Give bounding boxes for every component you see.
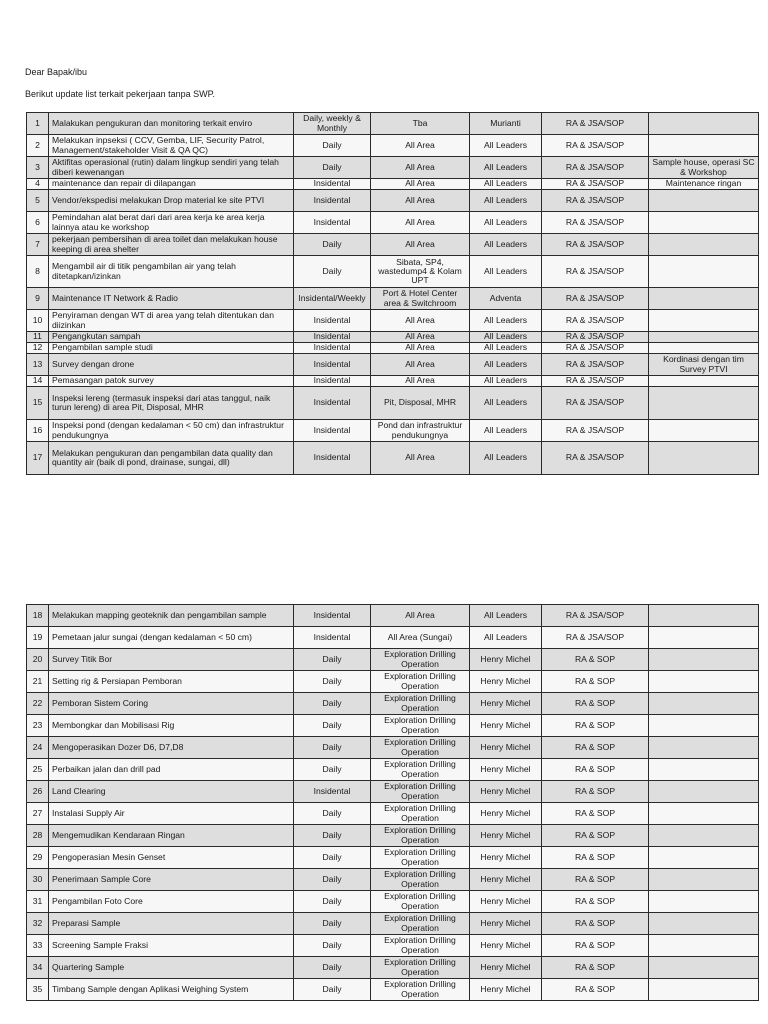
note-cell — [649, 781, 759, 803]
table-row — [27, 442, 759, 475]
location-cell: Port & Hotel Center area & Switchroom — [371, 288, 470, 310]
pic-cell: All Leaders — [470, 605, 542, 627]
table-row — [27, 354, 759, 376]
note-cell — [649, 376, 759, 387]
table-row — [27, 157, 759, 179]
task-description: Perbaikan jalan dan drill pad — [49, 759, 294, 781]
frequency-cell: Insidental — [294, 310, 371, 332]
pic-cell: Murianti — [470, 113, 542, 135]
task-description: Melakukan inpseksi ( CCV, Gemba, LIF, Security Patrol, Management/stakeholder Visit & QA QC) — [49, 135, 294, 157]
row-number: 10 — [27, 310, 49, 332]
location-cell: All Area — [371, 376, 470, 387]
task-description: Pemetaan jalur sungai (dengan kedalaman < 50 cm) — [49, 627, 294, 649]
pic-cell: Henry Michel — [470, 935, 542, 957]
pic-cell: All Leaders — [470, 343, 542, 354]
row-number: 18 — [27, 605, 49, 627]
greeting-text: Dear Bapak/ibu — [25, 67, 88, 77]
row-number: 35 — [27, 979, 49, 1001]
row-number: 4 — [27, 179, 49, 190]
pic-cell: All Leaders — [470, 256, 542, 288]
document-cell: RA & JSA/SOP — [542, 387, 649, 420]
location-cell: Exploration Drilling Operation — [371, 671, 470, 693]
frequency-cell: Insidental — [294, 212, 371, 234]
location-cell: Exploration Drilling Operation — [371, 693, 470, 715]
document-cell: RA & SOP — [542, 781, 649, 803]
document-cell: RA & JSA/SOP — [542, 256, 649, 288]
table-row — [27, 627, 759, 649]
row-number: 17 — [27, 442, 49, 475]
frequency-cell: Insidental — [294, 605, 371, 627]
row-number: 27 — [27, 803, 49, 825]
pic-cell: Henry Michel — [470, 715, 542, 737]
row-number: 34 — [27, 957, 49, 979]
row-number: 1 — [27, 113, 49, 135]
pic-cell: All Leaders — [470, 212, 542, 234]
frequency-cell: Insidental — [294, 179, 371, 190]
note-cell — [649, 671, 759, 693]
row-number: 3 — [27, 157, 49, 179]
task-description: Vendor/ekspedisi melakukan Drop material ke site PTVI — [49, 190, 294, 212]
note-cell — [649, 113, 759, 135]
pic-cell: Henry Michel — [470, 957, 542, 979]
frequency-cell: Daily — [294, 256, 371, 288]
note-cell — [649, 715, 759, 737]
pic-cell: Henry Michel — [470, 891, 542, 913]
pic-cell: Henry Michel — [470, 781, 542, 803]
frequency-cell: Daily — [294, 671, 371, 693]
task-description: Mengoperasikan Dozer D6, D7,D8 — [49, 737, 294, 759]
location-cell: Exploration Drilling Operation — [371, 715, 470, 737]
task-description: Penyiraman dengan WT di area yang telah ditentukan dan diizinkan — [49, 310, 294, 332]
row-number: 23 — [27, 715, 49, 737]
frequency-cell: Daily — [294, 135, 371, 157]
note-cell: Sample house, operasi SC & Workshop — [649, 157, 759, 179]
document-cell: RA & JSA/SOP — [542, 212, 649, 234]
row-number: 15 — [27, 387, 49, 420]
location-cell: All Area — [371, 157, 470, 179]
pic-cell: Henry Michel — [470, 979, 542, 1001]
frequency-cell: Daily — [294, 693, 371, 715]
note-cell — [649, 190, 759, 212]
location-cell: Exploration Drilling Operation — [371, 891, 470, 913]
row-number: 5 — [27, 190, 49, 212]
row-number: 8 — [27, 256, 49, 288]
document-cell: RA & JSA/SOP — [542, 288, 649, 310]
intro-text: Berikut update list terkait pekerjaan tanpa SWP. — [25, 89, 215, 99]
document-cell: RA & JSA/SOP — [542, 190, 649, 212]
location-cell: All Area — [371, 179, 470, 190]
location-cell: All Area — [371, 354, 470, 376]
task-description: Melakukan pengukuran dan pengambilan data quality dan quantity air (baik di pond, drainase, sungai, dll) — [49, 442, 294, 475]
document-cell: RA & JSA/SOP — [542, 627, 649, 649]
note-cell — [649, 310, 759, 332]
note-cell — [649, 869, 759, 891]
row-number: 20 — [27, 649, 49, 671]
document-cell: RA & SOP — [542, 825, 649, 847]
pic-cell: Henry Michel — [470, 869, 542, 891]
table-row — [27, 649, 759, 671]
frequency-cell: Daily — [294, 715, 371, 737]
location-cell: Exploration Drilling Operation — [371, 847, 470, 869]
note-cell — [649, 693, 759, 715]
table-row — [27, 256, 759, 288]
task-description: Instalasi Supply Air — [49, 803, 294, 825]
location-cell: Exploration Drilling Operation — [371, 759, 470, 781]
note-cell — [649, 825, 759, 847]
document-cell: RA & SOP — [542, 693, 649, 715]
note-cell — [649, 135, 759, 157]
document-cell: RA & JSA/SOP — [542, 135, 649, 157]
pic-cell: Henry Michel — [470, 693, 542, 715]
table-row — [27, 310, 759, 332]
note-cell — [649, 234, 759, 256]
document-cell: RA & SOP — [542, 869, 649, 891]
location-cell: Pit, Disposal, MHR — [371, 387, 470, 420]
table-row — [27, 935, 759, 957]
pic-cell: All Leaders — [470, 179, 542, 190]
row-number: 19 — [27, 627, 49, 649]
document-cell: RA & SOP — [542, 979, 649, 1001]
frequency-cell: Daily — [294, 869, 371, 891]
table-row — [27, 179, 759, 190]
location-cell: All Area — [371, 332, 470, 343]
location-cell: Tba — [371, 113, 470, 135]
task-description: Mengambil air di titik pengambilan air yang telah ditetapkan/izinkan — [49, 256, 294, 288]
pic-cell: All Leaders — [470, 190, 542, 212]
frequency-cell: Insidental — [294, 354, 371, 376]
table-row — [27, 979, 759, 1001]
frequency-cell: Insidental — [294, 376, 371, 387]
table-row — [27, 869, 759, 891]
table-row — [27, 376, 759, 387]
frequency-cell: Daily — [294, 649, 371, 671]
note-cell — [649, 343, 759, 354]
note-cell: Kordinasi dengan tim Survey PTVI — [649, 354, 759, 376]
location-cell: Sibata, SP4, wastedump4 & Kolam UPT — [371, 256, 470, 288]
location-cell: All Area (Sungai) — [371, 627, 470, 649]
document-cell: RA & SOP — [542, 957, 649, 979]
location-cell: Exploration Drilling Operation — [371, 803, 470, 825]
task-description: Land Clearing — [49, 781, 294, 803]
location-cell: All Area — [371, 234, 470, 256]
location-cell: Exploration Drilling Operation — [371, 781, 470, 803]
document-cell: RA & SOP — [542, 803, 649, 825]
note-cell — [649, 913, 759, 935]
task-description: Pemasangan patok survey — [49, 376, 294, 387]
work-list-table-1 — [26, 112, 759, 475]
row-number: 32 — [27, 913, 49, 935]
frequency-cell: Daily — [294, 234, 371, 256]
row-number: 30 — [27, 869, 49, 891]
document-cell: RA & SOP — [542, 649, 649, 671]
table-row — [27, 715, 759, 737]
frequency-cell: Daily, weekly & Monthly — [294, 113, 371, 135]
document-cell: RA & JSA/SOP — [542, 420, 649, 442]
document-cell: RA & JSA/SOP — [542, 354, 649, 376]
location-cell: All Area — [371, 135, 470, 157]
note-cell — [649, 212, 759, 234]
note-cell — [649, 605, 759, 627]
row-number: 6 — [27, 212, 49, 234]
document-cell: RA & JSA/SOP — [542, 442, 649, 475]
location-cell: Exploration Drilling Operation — [371, 979, 470, 1001]
note-cell — [649, 737, 759, 759]
row-number: 16 — [27, 420, 49, 442]
pic-cell: Henry Michel — [470, 759, 542, 781]
frequency-cell: Insidental/Weekly — [294, 288, 371, 310]
task-description: Pengambilan Foto Core — [49, 891, 294, 913]
pic-cell: Adventa — [470, 288, 542, 310]
task-description: Survey Titik Bor — [49, 649, 294, 671]
frequency-cell: Insidental — [294, 343, 371, 354]
location-cell: All Area — [371, 190, 470, 212]
document-cell: RA & SOP — [542, 671, 649, 693]
row-number: 12 — [27, 343, 49, 354]
document-cell: RA & SOP — [542, 737, 649, 759]
frequency-cell: Insidental — [294, 781, 371, 803]
note-cell — [649, 442, 759, 475]
table-row — [27, 671, 759, 693]
pic-cell: Henry Michel — [470, 847, 542, 869]
pic-cell: Henry Michel — [470, 913, 542, 935]
table-row — [27, 113, 759, 135]
document-cell: RA & SOP — [542, 715, 649, 737]
table-row — [27, 913, 759, 935]
task-description: Timbang Sample dengan Aplikasi Weighing System — [49, 979, 294, 1001]
frequency-cell: Insidental — [294, 442, 371, 475]
frequency-cell: Daily — [294, 979, 371, 1001]
row-number: 26 — [27, 781, 49, 803]
document-cell: RA & SOP — [542, 759, 649, 781]
work-list-table-2 — [26, 604, 759, 1001]
document-cell: RA & JSA/SOP — [542, 234, 649, 256]
table-row — [27, 190, 759, 212]
location-cell: Exploration Drilling Operation — [371, 957, 470, 979]
row-number: 2 — [27, 135, 49, 157]
task-description: Setting rig & Persiapan Pemboran — [49, 671, 294, 693]
pic-cell: All Leaders — [470, 387, 542, 420]
row-number: 31 — [27, 891, 49, 913]
frequency-cell: Daily — [294, 803, 371, 825]
frequency-cell: Insidental — [294, 627, 371, 649]
table-row — [27, 693, 759, 715]
pic-cell: All Leaders — [470, 234, 542, 256]
task-description: Aktifitas operasional (rutin) dalam lingkup sendiri yang telah diberi kewenangan — [49, 157, 294, 179]
document-cell: RA & SOP — [542, 847, 649, 869]
task-description: Pengoperasian Mesin Genset — [49, 847, 294, 869]
table-row — [27, 957, 759, 979]
table-row — [27, 332, 759, 343]
task-description: Mengemudikan Kendaraan Ringan — [49, 825, 294, 847]
location-cell: Exploration Drilling Operation — [371, 935, 470, 957]
pic-cell: Henry Michel — [470, 671, 542, 693]
note-cell — [649, 935, 759, 957]
task-description: Screening Sample Fraksi — [49, 935, 294, 957]
location-cell: Pond dan infrastruktur pendukungnya — [371, 420, 470, 442]
row-number: 28 — [27, 825, 49, 847]
task-description: Inspeksi lereng (termasuk inspeksi dari atas tanggul, naik turun lereng) di area Pit, Disposal, MHR — [49, 387, 294, 420]
table-row — [27, 135, 759, 157]
document-cell: RA & JSA/SOP — [542, 113, 649, 135]
location-cell: All Area — [371, 442, 470, 475]
document-cell: RA & JSA/SOP — [542, 605, 649, 627]
table-row — [27, 825, 759, 847]
note-cell — [649, 387, 759, 420]
pic-cell: Henry Michel — [470, 649, 542, 671]
table-row — [27, 781, 759, 803]
location-cell: Exploration Drilling Operation — [371, 825, 470, 847]
note-cell — [649, 957, 759, 979]
pic-cell: All Leaders — [470, 627, 542, 649]
note-cell — [649, 256, 759, 288]
row-number: 21 — [27, 671, 49, 693]
task-description: Quartering Sample — [49, 957, 294, 979]
table-row — [27, 891, 759, 913]
frequency-cell: Daily — [294, 891, 371, 913]
pic-cell: Henry Michel — [470, 825, 542, 847]
pic-cell: All Leaders — [470, 310, 542, 332]
task-description: Inspeksi pond (dengan kedalaman < 50 cm) dan infrastruktur pendukungnya — [49, 420, 294, 442]
note-cell — [649, 891, 759, 913]
note-cell — [649, 288, 759, 310]
table-row — [27, 420, 759, 442]
frequency-cell: Daily — [294, 737, 371, 759]
frequency-cell: Insidental — [294, 190, 371, 212]
row-number: 9 — [27, 288, 49, 310]
location-cell: All Area — [371, 212, 470, 234]
task-description: Pemindahan alat berat dari dari area kerja ke area kerja lainnya atau ke workshop — [49, 212, 294, 234]
table-row — [27, 212, 759, 234]
task-description: Penerimaan Sample Core — [49, 869, 294, 891]
row-number: 33 — [27, 935, 49, 957]
task-description: maintenance dan repair di dilapangan — [49, 179, 294, 190]
note-cell: Maintenance ringan — [649, 179, 759, 190]
task-description: Survey dengan drone — [49, 354, 294, 376]
row-number: 13 — [27, 354, 49, 376]
task-description: Maintenance IT Network & Radio — [49, 288, 294, 310]
frequency-cell: Insidental — [294, 332, 371, 343]
pic-cell: All Leaders — [470, 157, 542, 179]
frequency-cell: Daily — [294, 957, 371, 979]
document-cell: RA & JSA/SOP — [542, 343, 649, 354]
frequency-cell: Insidental — [294, 420, 371, 442]
task-description: pekerjaan pembersihan di area toilet dan melakukan house keeping di area shelter — [49, 234, 294, 256]
document-cell: RA & JSA/SOP — [542, 310, 649, 332]
row-number: 25 — [27, 759, 49, 781]
document-cell: RA & JSA/SOP — [542, 376, 649, 387]
pic-cell: All Leaders — [470, 354, 542, 376]
task-description: Melakukan mapping geoteknik dan pengambilan sample — [49, 605, 294, 627]
row-number: 11 — [27, 332, 49, 343]
frequency-cell: Daily — [294, 935, 371, 957]
note-cell — [649, 649, 759, 671]
table-row — [27, 759, 759, 781]
location-cell: Exploration Drilling Operation — [371, 913, 470, 935]
location-cell: Exploration Drilling Operation — [371, 737, 470, 759]
document-cell: RA & JSA/SOP — [542, 157, 649, 179]
row-number: 14 — [27, 376, 49, 387]
document-cell: RA & SOP — [542, 935, 649, 957]
pic-cell: Henry Michel — [470, 803, 542, 825]
pic-cell: All Leaders — [470, 332, 542, 343]
frequency-cell: Daily — [294, 825, 371, 847]
task-description: Pemboran Sistem Coring — [49, 693, 294, 715]
task-description: Pengambilan sample studi — [49, 343, 294, 354]
table-row — [27, 803, 759, 825]
document-cell: RA & JSA/SOP — [542, 332, 649, 343]
frequency-cell: Daily — [294, 913, 371, 935]
task-description: Preparasi Sample — [49, 913, 294, 935]
row-number: 22 — [27, 693, 49, 715]
table-row — [27, 234, 759, 256]
note-cell — [649, 332, 759, 343]
frequency-cell: Insidental — [294, 387, 371, 420]
note-cell — [649, 420, 759, 442]
location-cell: Exploration Drilling Operation — [371, 649, 470, 671]
task-description: Malakukan pengukuran dan monitoring terkait enviro — [49, 113, 294, 135]
location-cell: All Area — [371, 605, 470, 627]
location-cell: Exploration Drilling Operation — [371, 869, 470, 891]
frequency-cell: Daily — [294, 157, 371, 179]
note-cell — [649, 979, 759, 1001]
task-description: Pengangkutan sampah — [49, 332, 294, 343]
task-description: Membongkar dan Mobilisasi Rig — [49, 715, 294, 737]
pic-cell: Henry Michel — [470, 737, 542, 759]
row-number: 29 — [27, 847, 49, 869]
location-cell: All Area — [371, 310, 470, 332]
note-cell — [649, 803, 759, 825]
table-row — [27, 387, 759, 420]
table-row — [27, 847, 759, 869]
pic-cell: All Leaders — [470, 420, 542, 442]
table-row — [27, 737, 759, 759]
row-number: 24 — [27, 737, 49, 759]
document-cell: RA & SOP — [542, 891, 649, 913]
row-number: 7 — [27, 234, 49, 256]
pic-cell: All Leaders — [470, 376, 542, 387]
note-cell — [649, 847, 759, 869]
table-row — [27, 605, 759, 627]
frequency-cell: Daily — [294, 847, 371, 869]
note-cell — [649, 627, 759, 649]
table-row — [27, 343, 759, 354]
table-row — [27, 288, 759, 310]
pic-cell: All Leaders — [470, 135, 542, 157]
document-cell: RA & SOP — [542, 913, 649, 935]
note-cell — [649, 759, 759, 781]
frequency-cell: Daily — [294, 759, 371, 781]
document-cell: RA & JSA/SOP — [542, 179, 649, 190]
location-cell: All Area — [371, 343, 470, 354]
pic-cell: All Leaders — [470, 442, 542, 475]
